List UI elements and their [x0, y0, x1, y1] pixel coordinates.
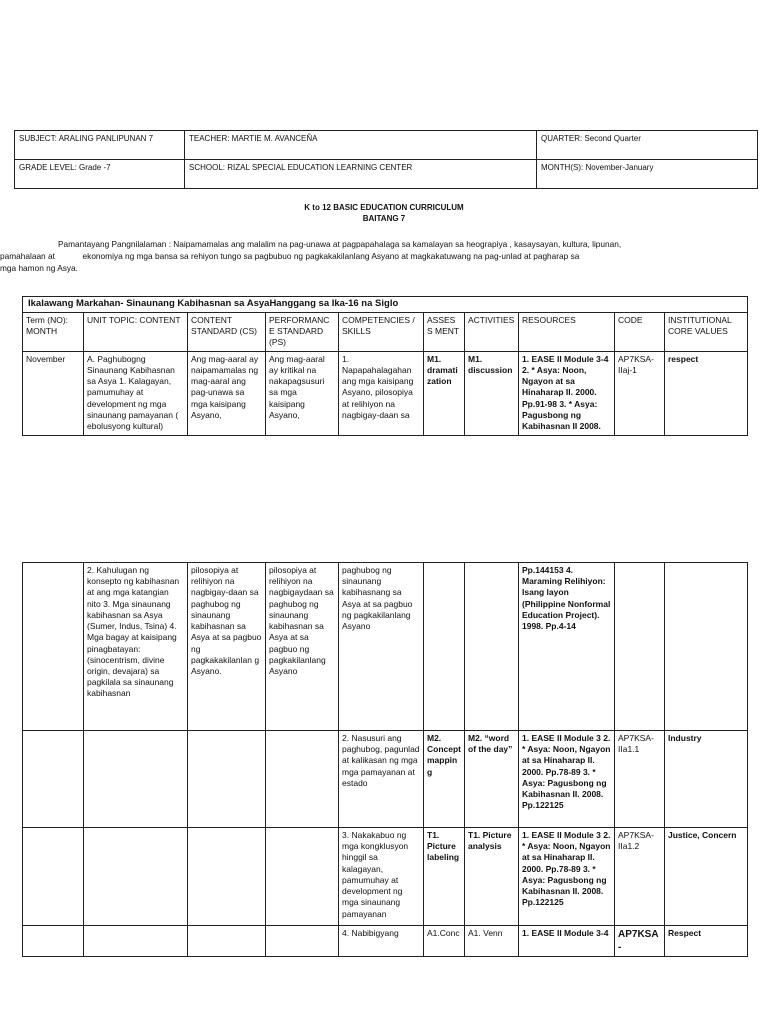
code-cell: AP7KSA-IIaj-1: [615, 351, 665, 435]
content-standard-cell: pilosopiya at relihiyon na nagbigay-daan sa paghubog ng sinaunang kabihasnan sa Asya at sa pagbuo ng pagkakakilanlan g Asyano.: [188, 563, 266, 731]
header-assessment: ASSESS MENT: [424, 313, 465, 352]
core-values-cell: [665, 563, 748, 731]
assessment-cell: M2. Concept mapping: [424, 731, 465, 828]
curriculum-table: [22, 296, 748, 436]
table-row: [23, 563, 748, 731]
table-row: [23, 351, 748, 435]
table-row: [23, 731, 748, 828]
code-cell: [615, 563, 665, 731]
month-cell: [23, 828, 84, 926]
activities-cell: A1. Venn: [465, 926, 519, 957]
header-core-values: INSTITUTIONAL CORE VALUES: [665, 313, 748, 352]
school-cell: SCHOOL: RIZAL SPECIAL EDUCATION LEARNING CENTER: [185, 160, 537, 189]
code-cell: AP7KSA-: [615, 926, 665, 957]
performance-standard-cell: [266, 828, 339, 926]
resources-cell: 1. EASE II Module 3 2. * Asya: Noon, Ngayon at sa Hinaharap II. 2000. Pp.78-89 3. * Asya: Pagusbong ng Kabihasnan II. 2008. Pp.122125: [519, 731, 615, 828]
month-cell: [23, 563, 84, 731]
teacher-cell: TEACHER: MARTIE M. AVANCEÑA: [185, 131, 537, 160]
quarter-title: Ikalawang Markahan- Sinaunang Kabihasnan sa AsyaHanggang sa Ika-16 na Siglo: [23, 297, 748, 313]
content-standard-cell: [188, 731, 266, 828]
standard-line: mga hamon ng Asya.: [0, 263, 78, 274]
resources-cell: Pp.144153 4. Maraming Relihiyon: Isang layon (Philippine Nonformal Education Project). 1998. Pp.4-14: [519, 563, 615, 731]
header-competencies: COMPETENCIES / SKILLS: [339, 313, 424, 352]
core-values-cell: Justice, Concern: [665, 828, 748, 926]
quarter-cell: QUARTER: Second Quarter: [537, 131, 758, 160]
skills-cell: paghubog ng sinaunang kabihasnang sa Asya at sa pagbuo ng pagkakilanlang Asyano: [339, 563, 424, 731]
performance-standard-cell: [266, 926, 339, 957]
activities-cell: T1. Picture analysis: [465, 828, 519, 926]
header-activities: ACTIVITIES: [465, 313, 519, 352]
code-cell: AP7KSA-IIa1.2: [615, 828, 665, 926]
standard-line: Pamantayang Pangnilalaman : Naipamamalas ang malalim na pag-unawa at pagpapahalaga sa kamalayan sa heograpiya , kasaysayan, kultura, lipunan,: [58, 239, 622, 249]
header-term: Term (NO): MONTH: [23, 313, 84, 352]
content-standard-cell: Ang mag-aaral ay naipamamalas ng mag-aaral ang pag-unawa sa mga kaisipang Asyano,: [188, 351, 266, 435]
standard-line: pamahalaan at ekonomiya ng mga bansa sa rehiyon tungo sa pagbubuo ng pagkakakilanlang Asyano at magkakatuwang na pag-unlad at pagharap sa: [0, 251, 580, 262]
skills-cell: 3. Nakakabuo ng mga kongklusyon hinggil sa kalagayan, pamumuhay at development ng mga sinaunang pamayanan: [339, 828, 424, 926]
activities-cell: M2. “word of the day”: [465, 731, 519, 828]
header-code: CODE: [615, 313, 665, 352]
performance-standard-cell: Ang mag-aaral ay kritikal na nakapagsusuri sa mga kaisipang Asyano,: [266, 351, 339, 435]
header-content-standard: CONTENT STANDARD (CS): [188, 313, 266, 352]
topic-cell: 2. Kahulugan ng konsepto ng kabihasnan at ang mga katangian nito 3. Mga sinaunang kabihasnan sa Asya (Sumer, Indus, Tsina) 4. Mga bagay at kaisipang pinagbatayan: (sinocentrism, divine origin, devajara) sa pagkilala sa sinaunang kabihasnan: [84, 563, 188, 731]
skills-cell: 4. Nabibigyang: [339, 926, 424, 957]
topic-cell: [84, 731, 188, 828]
resources-cell: 1. EASE II Module 3-4 2. * Asya: Noon, Ngayon at sa Hinaharap II. 2000. Pp.91-98 3. * Asya: Pagusbong ng Kabihasnan II 2008.: [519, 351, 615, 435]
header-unit-topic: UNIT TOPIC: CONTENT: [84, 313, 188, 352]
resources-cell: 1. EASE II Module 3 2. * Asya: Noon, Ngayon at sa Hinaharap II. 2000. Pp.78-89 3. * Asya: Pagusbong ng Kabihasnan II. 2008. Pp.122125: [519, 828, 615, 926]
info-table: [14, 130, 758, 189]
month-cell: [23, 731, 84, 828]
table-row: [23, 926, 748, 957]
header-performance-standard: PERFORMANCE STANDARD (PS): [266, 313, 339, 352]
core-values-cell: Industry: [665, 731, 748, 828]
assessment-cell: M1. dramatization: [424, 351, 465, 435]
header-row: [23, 313, 748, 352]
core-values-cell: respect: [665, 351, 748, 435]
month-cell: November: [23, 351, 84, 435]
months-cell: MONTH(S): November-January: [537, 160, 758, 189]
header-resources: RESOURCES: [519, 313, 615, 352]
subject-cell: SUBJECT: ARALING PANLIPUNAN 7: [15, 131, 185, 160]
activities-cell: [465, 563, 519, 731]
activities-cell: M1. discussion: [465, 351, 519, 435]
curriculum-table-continued: [22, 562, 748, 957]
skills-cell: 2. Nasusuri ang paghubog, pagunlad at kalikasan ng mga mga pamayanan at estado: [339, 731, 424, 828]
info-row: [15, 160, 758, 189]
content-standard-cell: [188, 828, 266, 926]
quarter-title-row: [23, 297, 748, 313]
curriculum-title: K to 12 BASIC EDUCATION CURRICULUM: [304, 203, 464, 212]
content-standard-cell: [188, 926, 266, 957]
resources-cell: 1. EASE II Module 3-4: [519, 926, 615, 957]
month-cell: [23, 926, 84, 957]
code-cell: AP7KSA-IIa1.1: [615, 731, 665, 828]
assessment-cell: [424, 563, 465, 731]
info-row: [15, 131, 758, 160]
core-values-cell: Respect: [665, 926, 748, 957]
topic-cell: [84, 926, 188, 957]
grade-title: BAITANG 7: [362, 214, 406, 224]
assessment-cell: T1. Picture labeling: [424, 828, 465, 926]
grade-level-cell: GRADE LEVEL: Grade -7: [15, 160, 185, 189]
performance-standard-cell: [266, 731, 339, 828]
assessment-cell: A1.Conc: [424, 926, 465, 957]
table-row: [23, 828, 748, 926]
document-heading: [0, 202, 768, 224]
topic-cell: [84, 828, 188, 926]
performance-standard-cell: pilosopiya at relihiyon na nagbigaydaan sa paghubog ng sinaunang kabihasnan sa Asya at sa pagbuo ng pagkakilanlang Asyano: [266, 563, 339, 731]
topic-cell: A. Paghubogng Sinaunang Kabihasnan sa Asya 1. Kalagayan, pamumuhay at development ng mga sinaunang pamayanan ( ebolusyong kultural): [84, 351, 188, 435]
content-standard-paragraph: [0, 238, 708, 274]
skills-cell: 1. Napapahalagahan ang mga kaisipang Asyano, pilosopiya at relihiyon na nagbigay-daan sa: [339, 351, 424, 435]
